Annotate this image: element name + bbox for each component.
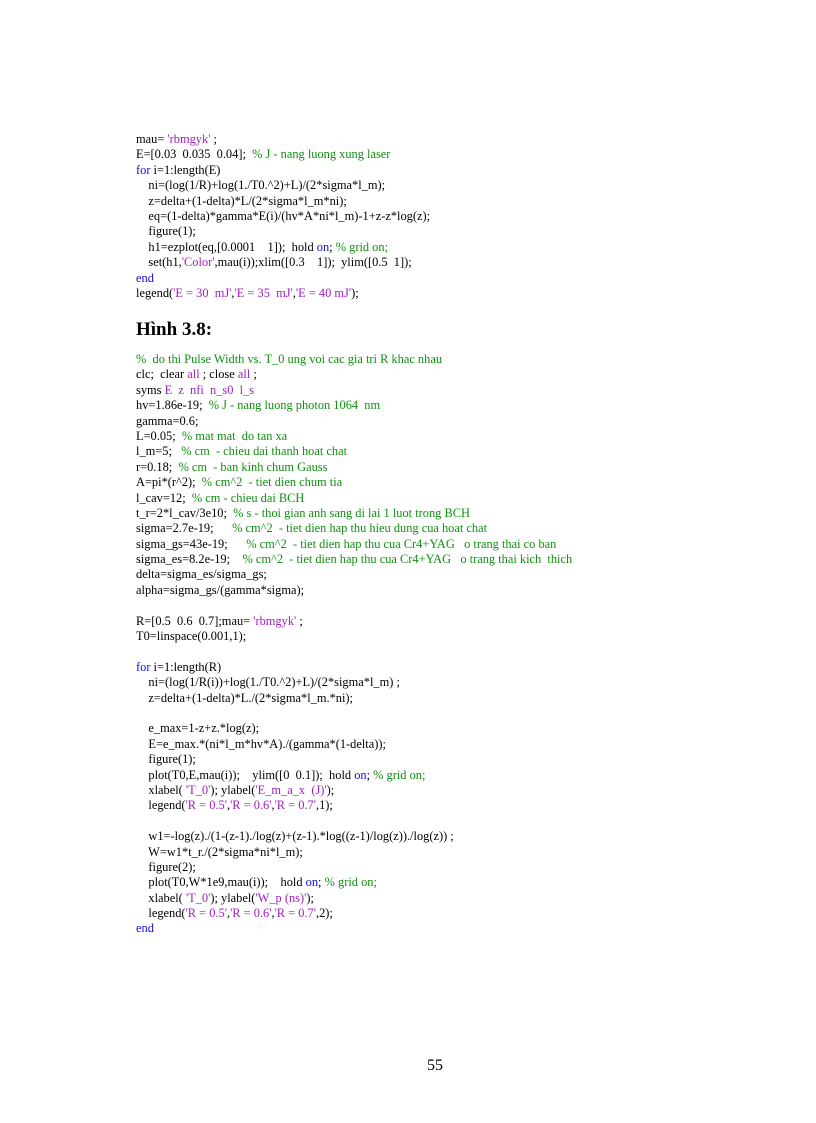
code-text: mau= [136, 132, 168, 146]
code-line [136, 491, 572, 506]
code-keyword: end [136, 270, 154, 285]
code-line [136, 706, 572, 721]
code-keyword: on [316, 239, 330, 254]
code-text: W=w1*t_r./(2*sigma*ni*l_m); [136, 844, 303, 859]
code-text: , [292, 285, 296, 300]
code-keyword: for [136, 162, 151, 177]
code-line [136, 537, 572, 552]
code-comment: % grid on; [373, 767, 426, 782]
code-string: all [237, 367, 251, 382]
code-line [136, 398, 572, 413]
code-line [136, 147, 430, 162]
code-line [136, 240, 430, 255]
code-text: i=1:length(R) [150, 659, 222, 674]
code-text: e_max=1-z+z.*log(z); [136, 721, 260, 736]
code-keyword: for [136, 659, 151, 674]
code-line [136, 860, 572, 875]
code-line [136, 644, 572, 659]
code-line [136, 845, 572, 860]
code-string: 'R = 0.6' [230, 798, 272, 813]
code-line [136, 583, 572, 598]
code-text: xlabel( [136, 782, 186, 797]
code-string: E z nfi n_s0 l_s [164, 382, 255, 397]
code-text: ; [250, 367, 257, 382]
code-line [136, 132, 430, 147]
code-string: 'W_p (ns)' [255, 890, 307, 905]
code-keyword: on [354, 767, 367, 782]
code-comment: % mat mat do tan xa [181, 428, 288, 443]
code-line [136, 829, 572, 844]
code-text: legend( [136, 798, 186, 813]
code-line [136, 429, 572, 444]
code-string: 'Color' [181, 255, 215, 270]
code-text: legend( [136, 285, 174, 300]
code-line [136, 675, 572, 690]
code-text: ,mau(i));xlim([0.3 1]); ylim([0.5 1]); [214, 255, 412, 270]
code-text: hv=1.86e-19; [136, 398, 209, 413]
code-line [136, 921, 572, 936]
code-block-1 [136, 132, 430, 301]
code-line [136, 209, 430, 224]
code-string: all [187, 367, 200, 382]
page-number: 55 [427, 1057, 443, 1074]
code-line [136, 752, 572, 767]
code-text: R=[0.5 0.6 0.7];mau= [136, 613, 254, 628]
code-comment: % s - thoi gian anh sang di lai 1 luot trong BCH [233, 505, 470, 520]
code-keyword: end [136, 921, 154, 936]
code-line [136, 383, 572, 398]
code-text: T0=linspace(0.001,1); [136, 629, 247, 644]
code-text: syms [136, 382, 165, 397]
code-block-2 [136, 352, 572, 937]
code-text: plot(T0,E,mau(i)); ylim([0 0.1]); hold [136, 767, 355, 782]
code-line [136, 475, 572, 490]
code-text: i=1:length(E) [150, 162, 221, 177]
code-string: 'E_m_a_x (J)' [255, 782, 327, 797]
code-text: ); ylabel( [210, 890, 256, 905]
code-text: gamma=0.6; [136, 413, 199, 428]
code-comment: % cm - ban kinh chum Gauss [178, 459, 328, 474]
code-string: 'rbmgyk' [253, 613, 297, 628]
code-text: r=0.18; [136, 459, 179, 474]
code-text: z=delta+(1-delta)*L./(2*sigma*l_m.*ni); [136, 690, 353, 705]
code-text: , [271, 906, 275, 921]
code-comment: % cm - chieu dai BCH [191, 490, 305, 505]
code-string: 'E = 40 mJ' [295, 285, 352, 300]
code-text: t_r=2*l_cav/3e10; [136, 505, 234, 520]
code-line [136, 798, 572, 813]
code-string: 'R = 0.5' [185, 798, 227, 813]
code-line [136, 737, 572, 752]
code-text: w1=-log(z)./(1-(z-1)./log(z)+(z-1).*log((z-1)/log(z))./log(z)) ; [136, 829, 454, 844]
code-text: ; [296, 613, 303, 628]
code-text: sigma=2.7e-19; [136, 521, 233, 536]
code-line [136, 721, 572, 736]
code-text: , [226, 798, 231, 813]
code-comment: % J - nang luong photon 1064 nm [208, 398, 381, 413]
code-line [136, 224, 430, 239]
code-line [136, 178, 430, 193]
code-line [136, 414, 572, 429]
code-text: clc; clear [136, 367, 188, 382]
code-line [136, 891, 572, 906]
code-text: L=0.05; [136, 428, 182, 443]
code-line [136, 444, 572, 459]
code-comment: % grid on; [335, 239, 389, 254]
code-line [136, 352, 572, 367]
code-text: xlabel( [136, 890, 186, 905]
code-line [136, 194, 430, 209]
code-text: ni=(log(1/R(i))+log(1./T0.^2)+L)/(2*sigma*l_m) ; [136, 675, 400, 690]
code-text: alpha=sigma_gs/(gamma*sigma); [136, 582, 305, 597]
code-text: ); [326, 782, 335, 797]
code-text: sigma_gs=43e-19; [136, 536, 247, 551]
code-text: legend( [136, 906, 186, 921]
code-string: 'R = 0.7' [274, 798, 316, 813]
code-comment: % do thi Pulse Width vs. T_0 ung voi cac gia tri R khac nhau [136, 352, 443, 366]
code-line [136, 691, 572, 706]
code-text: , [231, 285, 235, 300]
code-text: A=pi*(r^2); [136, 475, 202, 490]
code-text: l_m=5; [136, 444, 182, 459]
code-text: eq=(1-delta)*gamma*E(i)/(hv*A*ni*l_m)-1+z-z*log(z); [136, 208, 431, 223]
code-text: ); [306, 890, 314, 905]
code-line [136, 506, 572, 521]
code-string: 'E = 30 mJ' [173, 285, 232, 300]
code-text: ,2); [315, 906, 333, 921]
code-text: delta=sigma_es/sigma_gs; [136, 567, 267, 582]
code-string: 'E = 35 mJ' [234, 285, 293, 300]
code-text: , [226, 906, 231, 921]
code-text: l_cav=12; [136, 490, 192, 505]
code-comment: % J - nang luong xung laser [252, 147, 391, 162]
code-text: sigma_es=8.2e-19; [136, 552, 243, 567]
code-line [136, 814, 572, 829]
code-line [136, 367, 572, 382]
code-text: E=[0.03 0.035 0.04]; [136, 147, 253, 162]
code-text: ,1); [315, 798, 333, 813]
code-text: ; [366, 767, 374, 782]
code-line [136, 460, 572, 475]
code-text: ; [329, 239, 336, 254]
code-comment: % cm - chieu dai thanh hoat chat [181, 444, 348, 459]
code-string: 'R = 0.6' [230, 906, 272, 921]
code-line [136, 271, 430, 286]
code-text: ; [210, 132, 217, 146]
code-text: z=delta+(1-delta)*L/(2*sigma*l_m*ni); [136, 193, 347, 208]
code-comment: % grid on; [324, 875, 377, 890]
code-comment: % cm^2 - tiet dien hap thu cua Cr4+YAG o trang thai co ban [246, 536, 557, 551]
code-line [136, 163, 430, 178]
code-text: ni=(log(1/R)+log(1./T0.^2)+L)/(2*sigma*l_m); [136, 178, 386, 193]
code-text: ); ylabel( [210, 782, 256, 797]
code-keyword: on [305, 875, 319, 890]
code-text: plot(T0,W*1e9,mau(i)); hold [136, 875, 306, 890]
code-string: 'R = 0.7' [274, 906, 316, 921]
code-string: 'rbmgyk' [167, 132, 211, 146]
code-text: figure(1); [136, 752, 196, 767]
code-text: set(h1, [136, 255, 182, 270]
code-line [136, 552, 572, 567]
code-text: figure(1); [136, 224, 196, 239]
code-string: 'R = 0.5' [185, 906, 227, 921]
code-line [136, 286, 430, 301]
code-line [136, 768, 572, 783]
code-line [136, 906, 572, 921]
code-text: figure(2); [136, 859, 196, 874]
code-line [136, 598, 572, 613]
code-line [136, 629, 572, 644]
code-string: 'T_0' [185, 890, 211, 905]
code-text: E=e_max.*(ni*l_m*hv*A)./(gamma*(1-delta)); [136, 736, 386, 751]
code-line [136, 255, 430, 270]
code-comment: % cm^2 - tiet dien hap thu hieu dung cua hoat chat [232, 521, 488, 536]
code-line [136, 783, 572, 798]
code-comment: % cm^2 - tiet dien chum tia [201, 475, 343, 490]
code-line [136, 567, 572, 582]
section-heading: Hình 3.8: [136, 319, 213, 340]
code-string: 'T_0' [185, 782, 211, 797]
code-text: , [271, 798, 275, 813]
code-text: ; [318, 875, 325, 890]
code-comment: % cm^2 - tiet dien hap thu cua Cr4+YAG o trang thai kich thich [242, 552, 573, 567]
code-line [136, 660, 572, 675]
code-line [136, 614, 572, 629]
code-line [136, 521, 572, 536]
code-line [136, 875, 572, 890]
code-text: h1=ezplot(eq,[0.0001 1]); hold [136, 239, 317, 254]
code-text: ; close [199, 367, 238, 382]
code-text: ); [351, 285, 359, 300]
